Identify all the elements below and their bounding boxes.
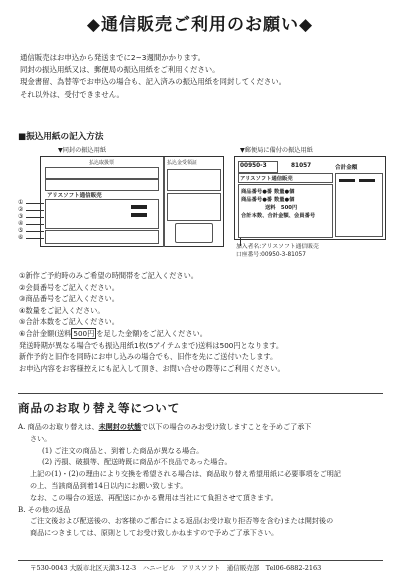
section-divider <box>18 393 383 394</box>
exchange-detail: なお、この場合の返送、再配送にかかる費用は当社にて負担させて頂きます。 <box>30 492 278 502</box>
callout-number: ⑤ <box>18 227 24 234</box>
callout-line <box>26 238 44 239</box>
account-no: 00950-3 <box>240 163 267 169</box>
payee-note-line: 加入者名:アリスソフト通信販売 <box>236 244 319 250</box>
instruction-item: ③商品番号をご記入ください。 <box>19 294 119 304</box>
slip-receipt-label: 払込金受領証 <box>167 160 198 166</box>
receipt-side <box>335 173 383 237</box>
exchange-detail: の上、当該商品到着14日以内にお願い致します。 <box>30 480 188 490</box>
shipping-line: 送料 500円 <box>265 205 298 211</box>
intro-line: 通信販売はお申込から発送までに2~3週間かかります。 <box>20 53 205 62</box>
callout-line <box>26 203 44 204</box>
other-returns-line: 商品につきましては、原則としてお受け致しかねますので予めご了承下さい。 <box>30 528 279 538</box>
callout-number: ④ <box>18 220 24 227</box>
slip-account-row <box>45 167 159 179</box>
exchange-case: (2) 汚損、破損等、配送時既に商品が不良品であった場合。 <box>42 457 232 467</box>
boxed-shipping-fee: 500円 <box>73 328 95 338</box>
receipt-name-box <box>167 193 221 221</box>
receipt-amount-box <box>167 169 221 191</box>
callout-number: ② <box>18 206 24 213</box>
left-form-caption: ▼同封の振込用紙 <box>58 147 107 154</box>
callout-number: ③ <box>18 213 24 220</box>
receipt-stamp-box <box>175 223 213 243</box>
exchange-a-pre: A. 商品のお取り替えは、 <box>18 422 99 431</box>
other-returns-title: B. その他の返品 <box>18 504 71 514</box>
callout-line <box>26 217 44 218</box>
instruction-list <box>19 270 389 374</box>
footer-divider <box>18 560 383 561</box>
slip-address-area <box>45 230 159 244</box>
exchange-title: 商品のお取り替え等について <box>18 401 181 415</box>
account-no-2: 81057 <box>291 163 312 169</box>
payee-name: アリスソフト通信販売 <box>240 176 293 182</box>
section-heading: ■振込用紙の記入方法 <box>18 132 104 142</box>
intro-line: それ以外は、受付できません。 <box>20 89 124 99</box>
instruction-item: ②会員番号をご記入ください。 <box>19 282 119 292</box>
payee-note <box>236 243 319 259</box>
shipping-note: お申込内容をお客様控えにも記入して頂き、お問い合せの際等にご利用ください。 <box>19 363 285 373</box>
receipt-marker <box>339 179 355 182</box>
slip-marker <box>131 213 147 217</box>
callout-line <box>26 231 44 232</box>
exchange-detail: 上記の(1)・(2)の理由により交換を希望される場合は、商品取り替え希望用紙に必要事項をご明記 <box>30 469 341 479</box>
item-line: 商品番号●番 数量●個 <box>241 197 295 203</box>
intro-line: 同封の振込用紙又は、郵便局の振込用紙をご利用ください。 <box>20 65 220 75</box>
callout-number: ① <box>18 199 24 206</box>
instruction-item: ④数量をご記入ください。 <box>19 305 105 315</box>
exchange-case: (1) ご注文の商品と、到着した商品が異なる場合。 <box>42 445 204 455</box>
slip-header: 払込取扱票 <box>89 160 115 166</box>
exchange-a-post: で以下の場合のみお受け致しますことを予めご了承下 <box>141 422 312 431</box>
intro-line: 現金書留、為替等でお申込の場合も、記入済みの振込用紙を同封してください。 <box>20 77 287 87</box>
slip-amount-row <box>45 179 159 191</box>
post-office-transfer-slip <box>234 156 386 240</box>
callout-number: ⑥ <box>18 234 24 241</box>
slip-marker <box>131 205 147 209</box>
page-title: ◆通信販売ご利用のお願い◆ <box>86 15 314 35</box>
receipt-marker <box>359 179 375 182</box>
slip-payee-name: アリスソフト通信販売 <box>47 193 102 199</box>
exchange-a-cont: さい。 <box>30 433 52 443</box>
other-returns-line: ご注文後および配送後の、お客様のご都合による返品(お受け取り拒否等を含む)または開封後の <box>30 516 334 526</box>
right-form-caption: ▼郵便局に備付の振込用紙 <box>240 147 313 154</box>
shipping-note: 新作予約と旧作を同時にお申し込みの場合でも、旧作を先にご送付いたします。 <box>19 352 278 362</box>
total-label: 合計金額 <box>335 165 358 171</box>
enclosed-transfer-slip <box>40 156 224 247</box>
callout-line <box>26 224 44 225</box>
summary-line: 合計本数、合計金額、会員番号 <box>241 213 316 219</box>
item-line: 商品番号●番 数量●個 <box>241 189 295 195</box>
exchange-a-line <box>18 421 390 433</box>
unopened-condition: 未開封の状態 <box>98 422 142 431</box>
instruction-item: ⑥合計金額(送料 500円 を足した金額)をご記入ください。 <box>19 328 207 338</box>
instruction-item: ⑤合計本数をご記入ください。 <box>19 317 119 327</box>
exchange-body <box>18 421 390 539</box>
instruction-item: ①新作ご予約時のみご希望の時間帯をご記入ください。 <box>19 271 198 280</box>
payee-note-line: 口座番号:00950-3-81057 <box>236 252 306 258</box>
callout-line <box>26 210 44 211</box>
slip-divider <box>163 157 165 247</box>
shipping-note: 発送時期が異なる場合でも振込用紙1枚(5アイテムまで)送料は500円となります。 <box>19 340 284 350</box>
intro-text <box>20 52 390 101</box>
footer-address: 〒530-0043 大阪市北区天満3-12-3 ハニービル アリスソフト 通信販売部 Tel06-6882-2163 <box>30 564 322 572</box>
